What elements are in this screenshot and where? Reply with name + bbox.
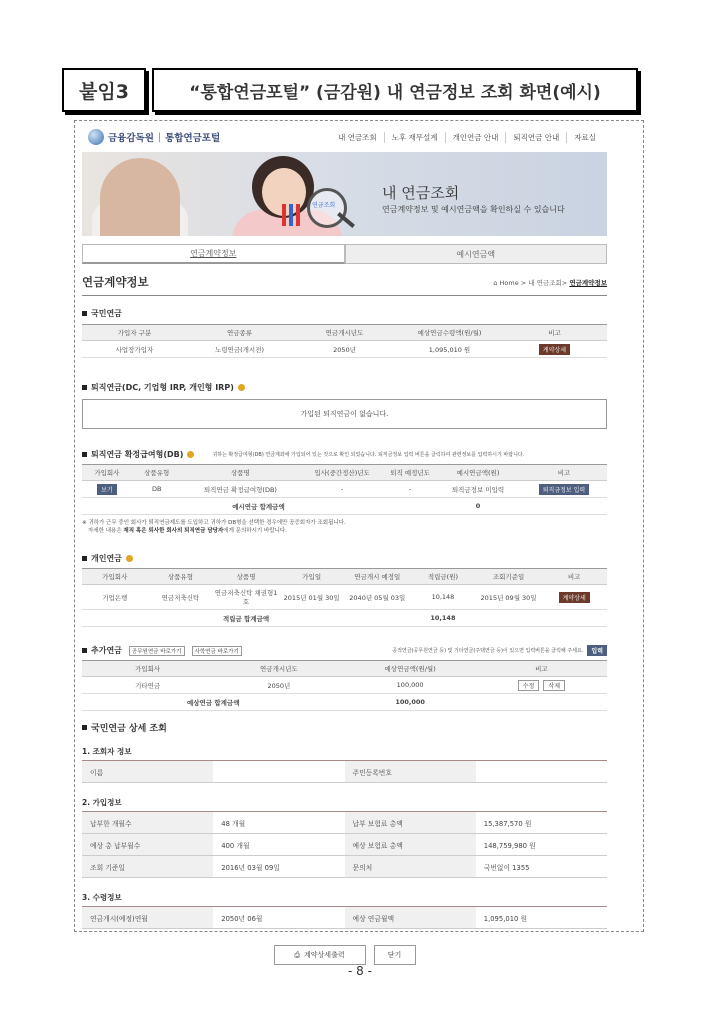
cell: 2050년 — [292, 341, 397, 358]
page-title: 연금계약정보 — [82, 275, 149, 289]
col-header: 예시연금액(원) — [435, 465, 521, 481]
cell: 연금저축신탁 채권형1호 — [213, 585, 279, 610]
bullet-icon — [82, 556, 87, 561]
bottom-buttons — [82, 945, 607, 965]
additional-notice: 공적연금(공무원연금 등) 및 기타연금(주택연금 등)이 있으면 입력버튼을 클릭해 주세요. — [392, 648, 584, 654]
attachment-badge: 붙임3 — [62, 68, 146, 112]
col-header: 상품명 — [213, 569, 279, 585]
breadcrumb-current: 연금계약정보 — [569, 278, 607, 287]
col-header: 가입자 구분 — [82, 325, 187, 341]
col-header: 예상연금액(원/월) — [345, 661, 476, 677]
col-header: 예상연금수령액(원/월) — [397, 325, 502, 341]
enter-severance-button[interactable]: 퇴직금정보 입력 — [539, 484, 589, 495]
breadcrumb-home[interactable]: Home — [499, 278, 519, 287]
portal-name: 통합연금포털 — [165, 133, 221, 144]
detail-subscription — [82, 797, 607, 878]
col-header: 비고 — [541, 569, 607, 585]
cell: - — [385, 481, 435, 498]
cell: DB — [132, 481, 182, 498]
bullet-icon — [82, 311, 87, 316]
table-row — [82, 677, 607, 694]
table-row — [82, 585, 607, 610]
label: 연금개시(예정)연월 — [82, 907, 213, 929]
nav-retirement-planning[interactable]: 노후 재무설계 — [384, 132, 445, 143]
sum-label: 적립금 합계금액 — [82, 610, 410, 627]
help-icon[interactable] — [126, 555, 133, 562]
section-national-detail — [82, 721, 607, 734]
banner-subtitle: 연금계약정보 및 예시연금액을 확인하실 수 있습니다 — [382, 205, 565, 214]
nav-my-pension[interactable]: 내 연금조회 — [338, 132, 377, 142]
cell — [502, 341, 607, 358]
cell: 기타연금 — [82, 677, 213, 694]
fss-logo-icon — [88, 129, 104, 145]
col-header: 연금개시년도 — [292, 325, 397, 341]
section-personal-pension — [82, 553, 607, 564]
col-header: 가입회사 — [82, 569, 148, 585]
label: 예상 연금월액 — [345, 907, 476, 929]
detail-subtitle: 1. 조회자 정보 — [82, 747, 132, 756]
col-header: 연금개시 예정일 — [345, 569, 411, 585]
cell: 2050년 — [213, 677, 344, 694]
value — [476, 761, 607, 783]
value — [213, 761, 344, 783]
breadcrumb: ⌂ Home > 내 연금조회> 연금계약정보 — [493, 278, 607, 287]
value: 국번없이 1355 — [476, 856, 607, 878]
tab-contract-info[interactable]: 연금계약정보 — [82, 244, 345, 264]
cell: 2015년 09월 30일 — [476, 585, 542, 610]
subscription-table — [82, 812, 607, 878]
col-header: 상품유형 — [132, 465, 182, 481]
cell: 연금저축신탁 — [148, 585, 214, 610]
cell: - — [299, 481, 385, 498]
label: 예상 총 납부월수 — [82, 834, 213, 856]
bullet-icon — [82, 648, 87, 653]
cell: 노령연금(개시전) — [187, 341, 292, 358]
detail-subtitle: 2. 가입정보 — [82, 798, 122, 807]
close-button[interactable]: 닫기 — [374, 945, 416, 965]
sum-value: 10,148 — [410, 610, 476, 627]
col-header: 비고 — [521, 465, 607, 481]
bullet-icon — [82, 385, 87, 390]
main-nav — [331, 132, 603, 143]
page-title-row — [82, 274, 607, 290]
sum-row — [82, 694, 607, 711]
section-title: 국민연금 — [91, 309, 122, 318]
cell: 2015년 01월 30일 — [279, 585, 345, 610]
section-national-pension — [82, 308, 607, 319]
label: 주민등록번호 — [345, 761, 476, 783]
tab-bar — [82, 244, 607, 264]
delete-button[interactable]: 삭제 — [543, 680, 565, 691]
label: 이름 — [82, 761, 213, 783]
section-title: 국민연금 상세 조회 — [91, 724, 167, 734]
top-bar — [82, 122, 607, 152]
breadcrumb-my-pension[interactable]: 내 연금조회 — [528, 278, 562, 287]
magnifier-label: 연금조회 — [312, 202, 336, 209]
home-icon: ⌂ — [493, 278, 498, 287]
contract-detail-button[interactable]: 계약상세 — [539, 344, 570, 355]
print-contract-button[interactable]: ⎙ 계약상세출력 — [274, 945, 366, 965]
cell — [82, 481, 132, 498]
col-header: 연금개시년도 — [213, 661, 344, 677]
section-db-pension — [82, 449, 607, 460]
col-header: 상품유형 — [148, 569, 214, 585]
col-header: 조회기준일 — [476, 569, 542, 585]
section-title: 개인연금 — [91, 554, 122, 563]
table-row — [82, 856, 607, 878]
cell: 10,148 — [410, 585, 476, 610]
cell-amount: 1,095,010 원 — [397, 341, 502, 358]
value: 48 개월 — [213, 812, 344, 834]
label: 조회 기준일 — [82, 856, 213, 878]
db-footnote — [82, 519, 607, 535]
col-header: 가입회사 — [82, 465, 132, 481]
receipt-table — [82, 907, 607, 929]
hero-banner — [82, 152, 607, 236]
col-header: 연금종류 — [187, 325, 292, 341]
view-button[interactable]: 보기 — [97, 484, 117, 495]
section-additional-pension — [82, 645, 607, 656]
site-logo[interactable]: 금융감독원 | 통합연금포털 — [88, 129, 220, 145]
table-header-row — [82, 465, 607, 481]
section-title: 추가연금 — [91, 646, 122, 655]
table-row — [82, 834, 607, 856]
help-icon[interactable] — [238, 384, 245, 391]
label: 납부한 개월수 — [82, 812, 213, 834]
cell — [476, 677, 607, 694]
personal-pension-table — [82, 568, 607, 627]
section-title: 퇴직연금(DC, 기업형 IRP, 개인형 IRP) — [91, 383, 234, 392]
national-pension-table — [82, 324, 607, 358]
sum-label: 예상연금 합계금액 — [82, 694, 345, 711]
teachers-pension-link[interactable]: 사학연금 바로가기 — [192, 646, 242, 656]
edit-button[interactable]: 수정 — [518, 680, 540, 691]
sum-value: 0 — [435, 498, 521, 515]
col-header: 가입회사 — [82, 661, 213, 677]
requester-table — [82, 761, 607, 783]
cell: 기업은행 — [82, 585, 148, 610]
bullet-icon — [82, 452, 87, 457]
col-header: 가입일 — [279, 569, 345, 585]
section-title: 퇴직연금 확정급여형(DB) — [91, 450, 184, 459]
cell: 퇴직금정보 미입력 — [435, 481, 521, 498]
col-header: 입사(중간정산)년도 — [299, 465, 385, 481]
detail-subtitle: 3. 수령정보 — [82, 893, 122, 902]
db-footnote-line1: ※ 귀하가 근무 중인 회사가 퇴직연금제도를 도입하고 귀하가 DB형을 선택한 경우에만 공증회자가 조회됩니다. — [82, 520, 346, 526]
table-row — [82, 761, 607, 783]
cell: 퇴직연금 확정급여형(DB) — [182, 481, 300, 498]
title-divider — [82, 295, 607, 296]
cell — [521, 481, 607, 498]
banner-title: 내 연금조회 — [382, 184, 460, 202]
brand-name: 금융감독원 — [108, 133, 154, 144]
cell — [541, 585, 607, 610]
help-icon[interactable] — [187, 451, 194, 458]
label: 예상 보험료 총액 — [345, 834, 476, 856]
contract-detail-button[interactable]: 계약상세 — [559, 592, 590, 603]
col-header: 비고 — [476, 661, 607, 677]
section-retirement-pension — [82, 382, 607, 393]
value: 400 개월 — [213, 834, 344, 856]
table-header-row — [82, 661, 607, 677]
input-button[interactable]: 입력 — [587, 645, 607, 656]
table-header-row — [82, 569, 607, 585]
additional-pension-table — [82, 660, 607, 711]
nav-personal-pension[interactable]: 개인연금 안내 — [445, 132, 506, 143]
printer-icon: ⎙ — [294, 950, 301, 959]
cell: 사업장가입자 — [82, 341, 187, 358]
value: 148,759,980 원 — [476, 834, 607, 856]
label: 납부 보험료 총액 — [345, 812, 476, 834]
page-number: - 8 - — [348, 964, 372, 978]
public-officials-pension-link[interactable]: 공무원연금 바로가기 — [129, 646, 185, 656]
value: 2016년 03월 09일 — [213, 856, 344, 878]
db-table — [82, 464, 607, 515]
table-row — [82, 481, 607, 498]
col-header: 퇴직 예정년도 — [385, 465, 435, 481]
detail-receipt — [82, 892, 607, 929]
value: 2050년 06월 — [213, 907, 344, 929]
table-row — [82, 907, 607, 929]
cell-amount: 100,000 — [345, 677, 476, 694]
document-title: “통합연금포털” (금감원) 내 연금정보 조회 화면(예시) — [152, 68, 638, 112]
table-row — [82, 341, 607, 358]
value: 15,387,570 원 — [476, 812, 607, 834]
col-header: 상품명 — [182, 465, 300, 481]
bullet-icon — [82, 725, 87, 730]
portal-screen — [82, 122, 607, 959]
sum-row — [82, 610, 607, 627]
value: 1,095,010 원 — [476, 907, 607, 929]
db-notice: 귀하는 확정급여형(DB) 연금계좌에 가입되어 있는 것으로 확인 되었습니다. 퇴직금정보 입력 버튼을 클릭하여 관련정보를 입력하시기 바랍니다. — [212, 452, 525, 458]
detail-requester — [82, 746, 607, 783]
nav-archive[interactable]: 자료실 — [566, 132, 603, 143]
table-header-row — [82, 325, 607, 341]
nav-retirement-pension[interactable]: 퇴직연금 안내 — [505, 132, 566, 143]
sum-value: 100,000 — [345, 694, 476, 711]
db-footnote-line2: 자세한 내용은 재직 혹은 퇴사한 회사의 퇴직연금 담당자에게 문의하시기 바랍니다. — [88, 528, 287, 534]
sum-label: 예시연금 합계금액 — [82, 498, 435, 515]
banner-photo-man — [100, 158, 180, 236]
col-header: 적립금(원) — [410, 569, 476, 585]
label: 문의처 — [345, 856, 476, 878]
col-header: 비고 — [502, 325, 607, 341]
sum-row — [82, 498, 607, 515]
cell: 2040년 05월 03일 — [345, 585, 411, 610]
retirement-empty-box: 가입된 퇴직연금이 없습니다. — [82, 399, 607, 429]
table-row — [82, 812, 607, 834]
tab-example-pension[interactable]: 예시연금액 — [345, 244, 608, 264]
